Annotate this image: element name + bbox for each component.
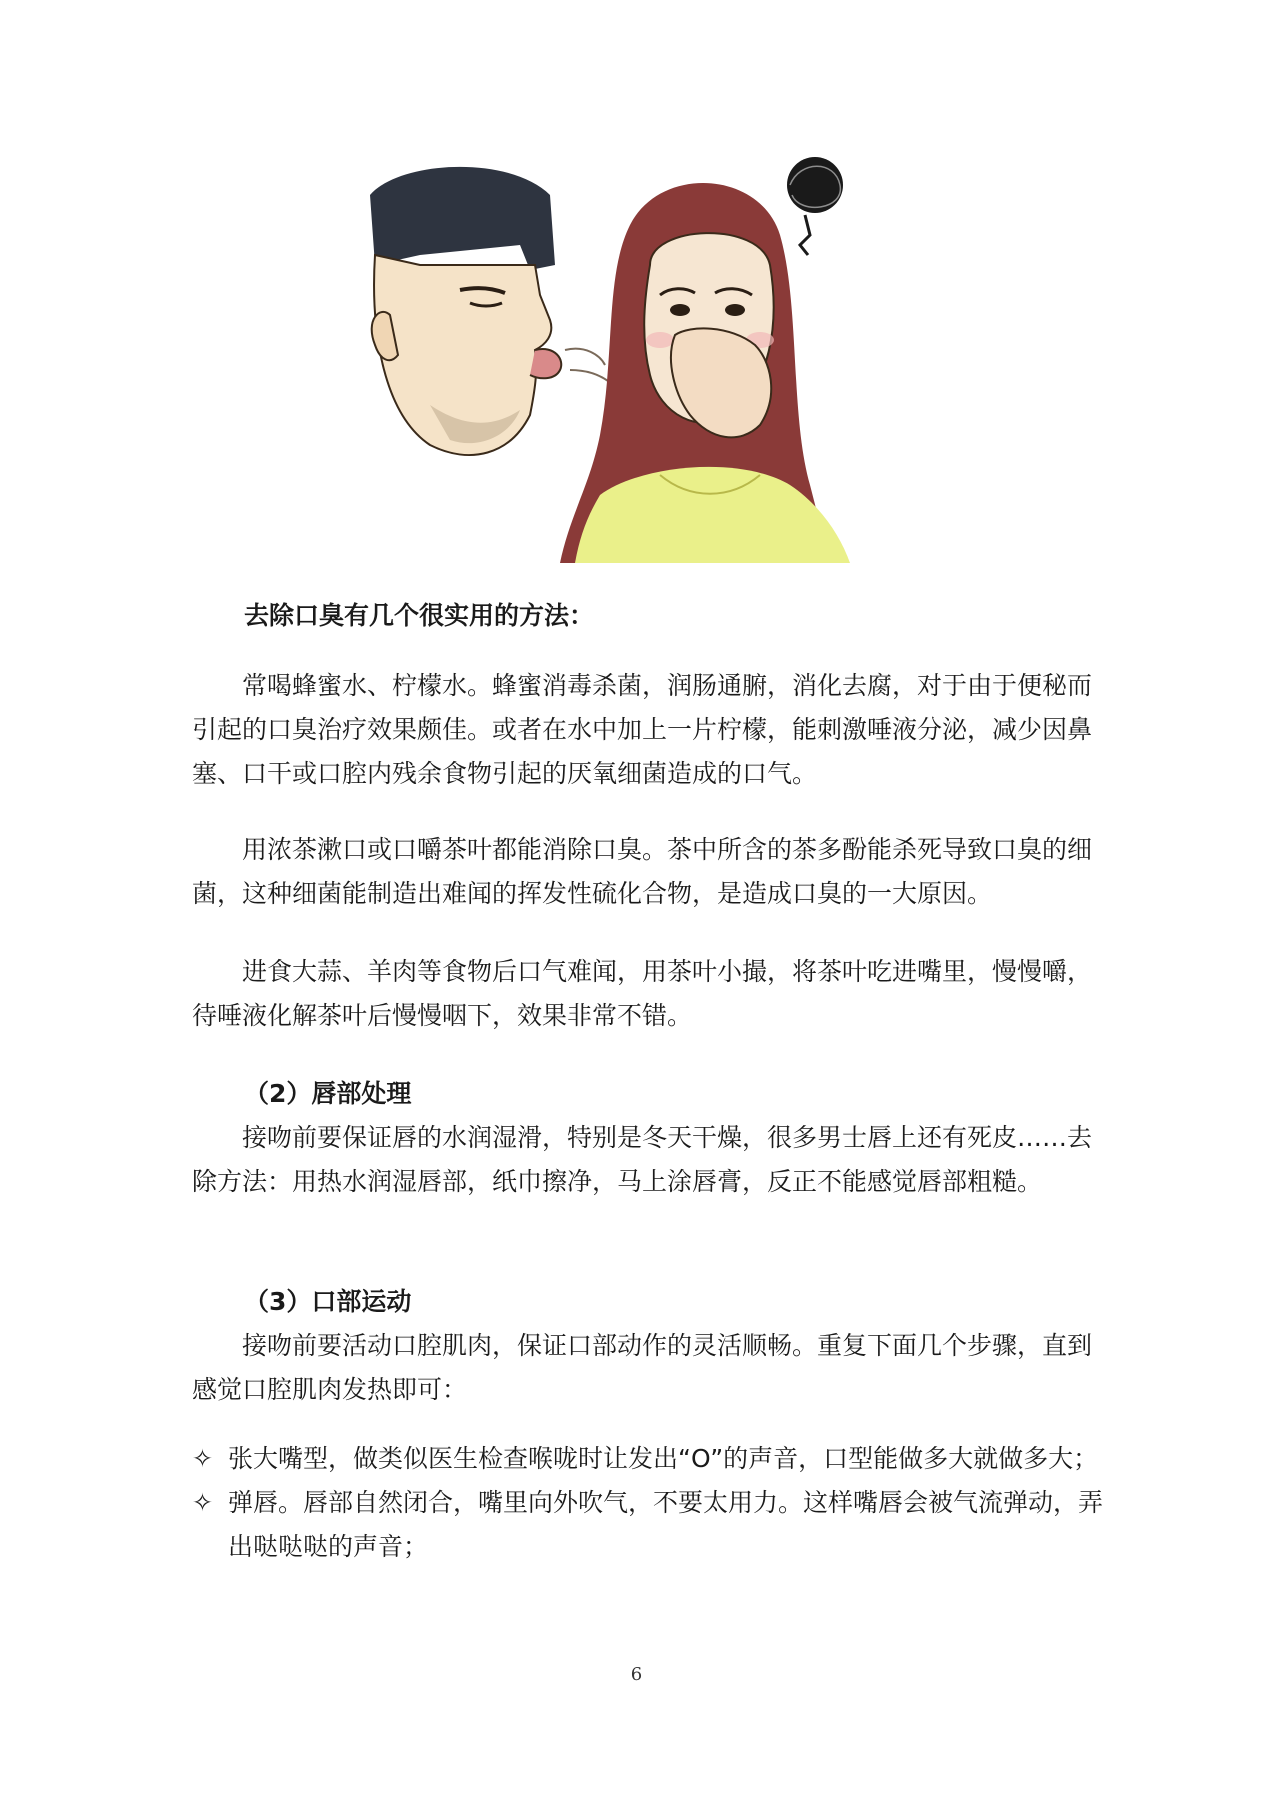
paragraph-honey-lemon: 常喝蜂蜜水、柠檬水。蜂蜜消毒杀菌，润肠通腑，消化去腐，对于由于便秘而引起的口臭治疗效果颇佳。或者在水中加上一片柠檬，能刺激唾液分泌，减少因鼻塞、口干或口腔内残余食物引起的厌氧细菌造成的口气。 [192,671,1093,788]
paragraph-tea-chew: 进食大蒜、羊肉等食物后口气难闻，用茶叶小撮，将茶叶吃进嘴里，慢慢嚼，待唾液化解茶叶后慢慢咽下，效果非常不错。 [192,957,1093,1030]
list-item [192,1481,1112,1569]
section-heading-lips: （2）唇部处理 [244,1079,412,1108]
man-figure [370,167,615,455]
paragraph-mouth-exercise: 接吻前要活动口腔肌肉，保证口部动作的灵活顺畅。重复下面几个步骤，直到感觉口腔肌肉发热即可： [192,1331,1093,1404]
exercise-list [192,1437,1112,1569]
paragraph-lips: 接吻前要保证唇的水润湿滑，特别是冬天干燥，很多男士唇上还有死皮……去除方法：用热水润湿唇部，纸巾擦净，马上涂唇膏，反正不能感觉唇部粗糙。 [192,1123,1093,1196]
star-bullet-icon: ✧ [192,1488,213,1517]
scribble-icon [787,157,843,255]
paragraph-tea-rinse: 用浓茶漱口或口嚼茶叶都能消除口臭。茶中所含的茶多酚能杀死导致口臭的细菌，这种细菌能制造出难闻的挥发性硫化合物，是造成口臭的一大原因。 [192,835,1093,908]
bad-breath-illustration [360,155,920,563]
section-heading-mouth-exercise: （3）口部运动 [244,1287,412,1316]
list-item-text: 弹唇。唇部自然闭合，嘴里向外吹气，不要太用力。这样嘴唇会被气流弹动，弄出哒哒哒的声音； [228,1488,1104,1561]
main-heading: 去除口臭有几个很实用的方法： [244,601,595,630]
list-item-text: 张大嘴型，做类似医生检查喉咙时让发出“O”的声音，口型能做多大就做多大； [228,1444,1099,1473]
star-bullet-icon: ✧ [192,1444,213,1473]
list-item [192,1437,1112,1481]
page-number: 6 [630,1664,643,1685]
